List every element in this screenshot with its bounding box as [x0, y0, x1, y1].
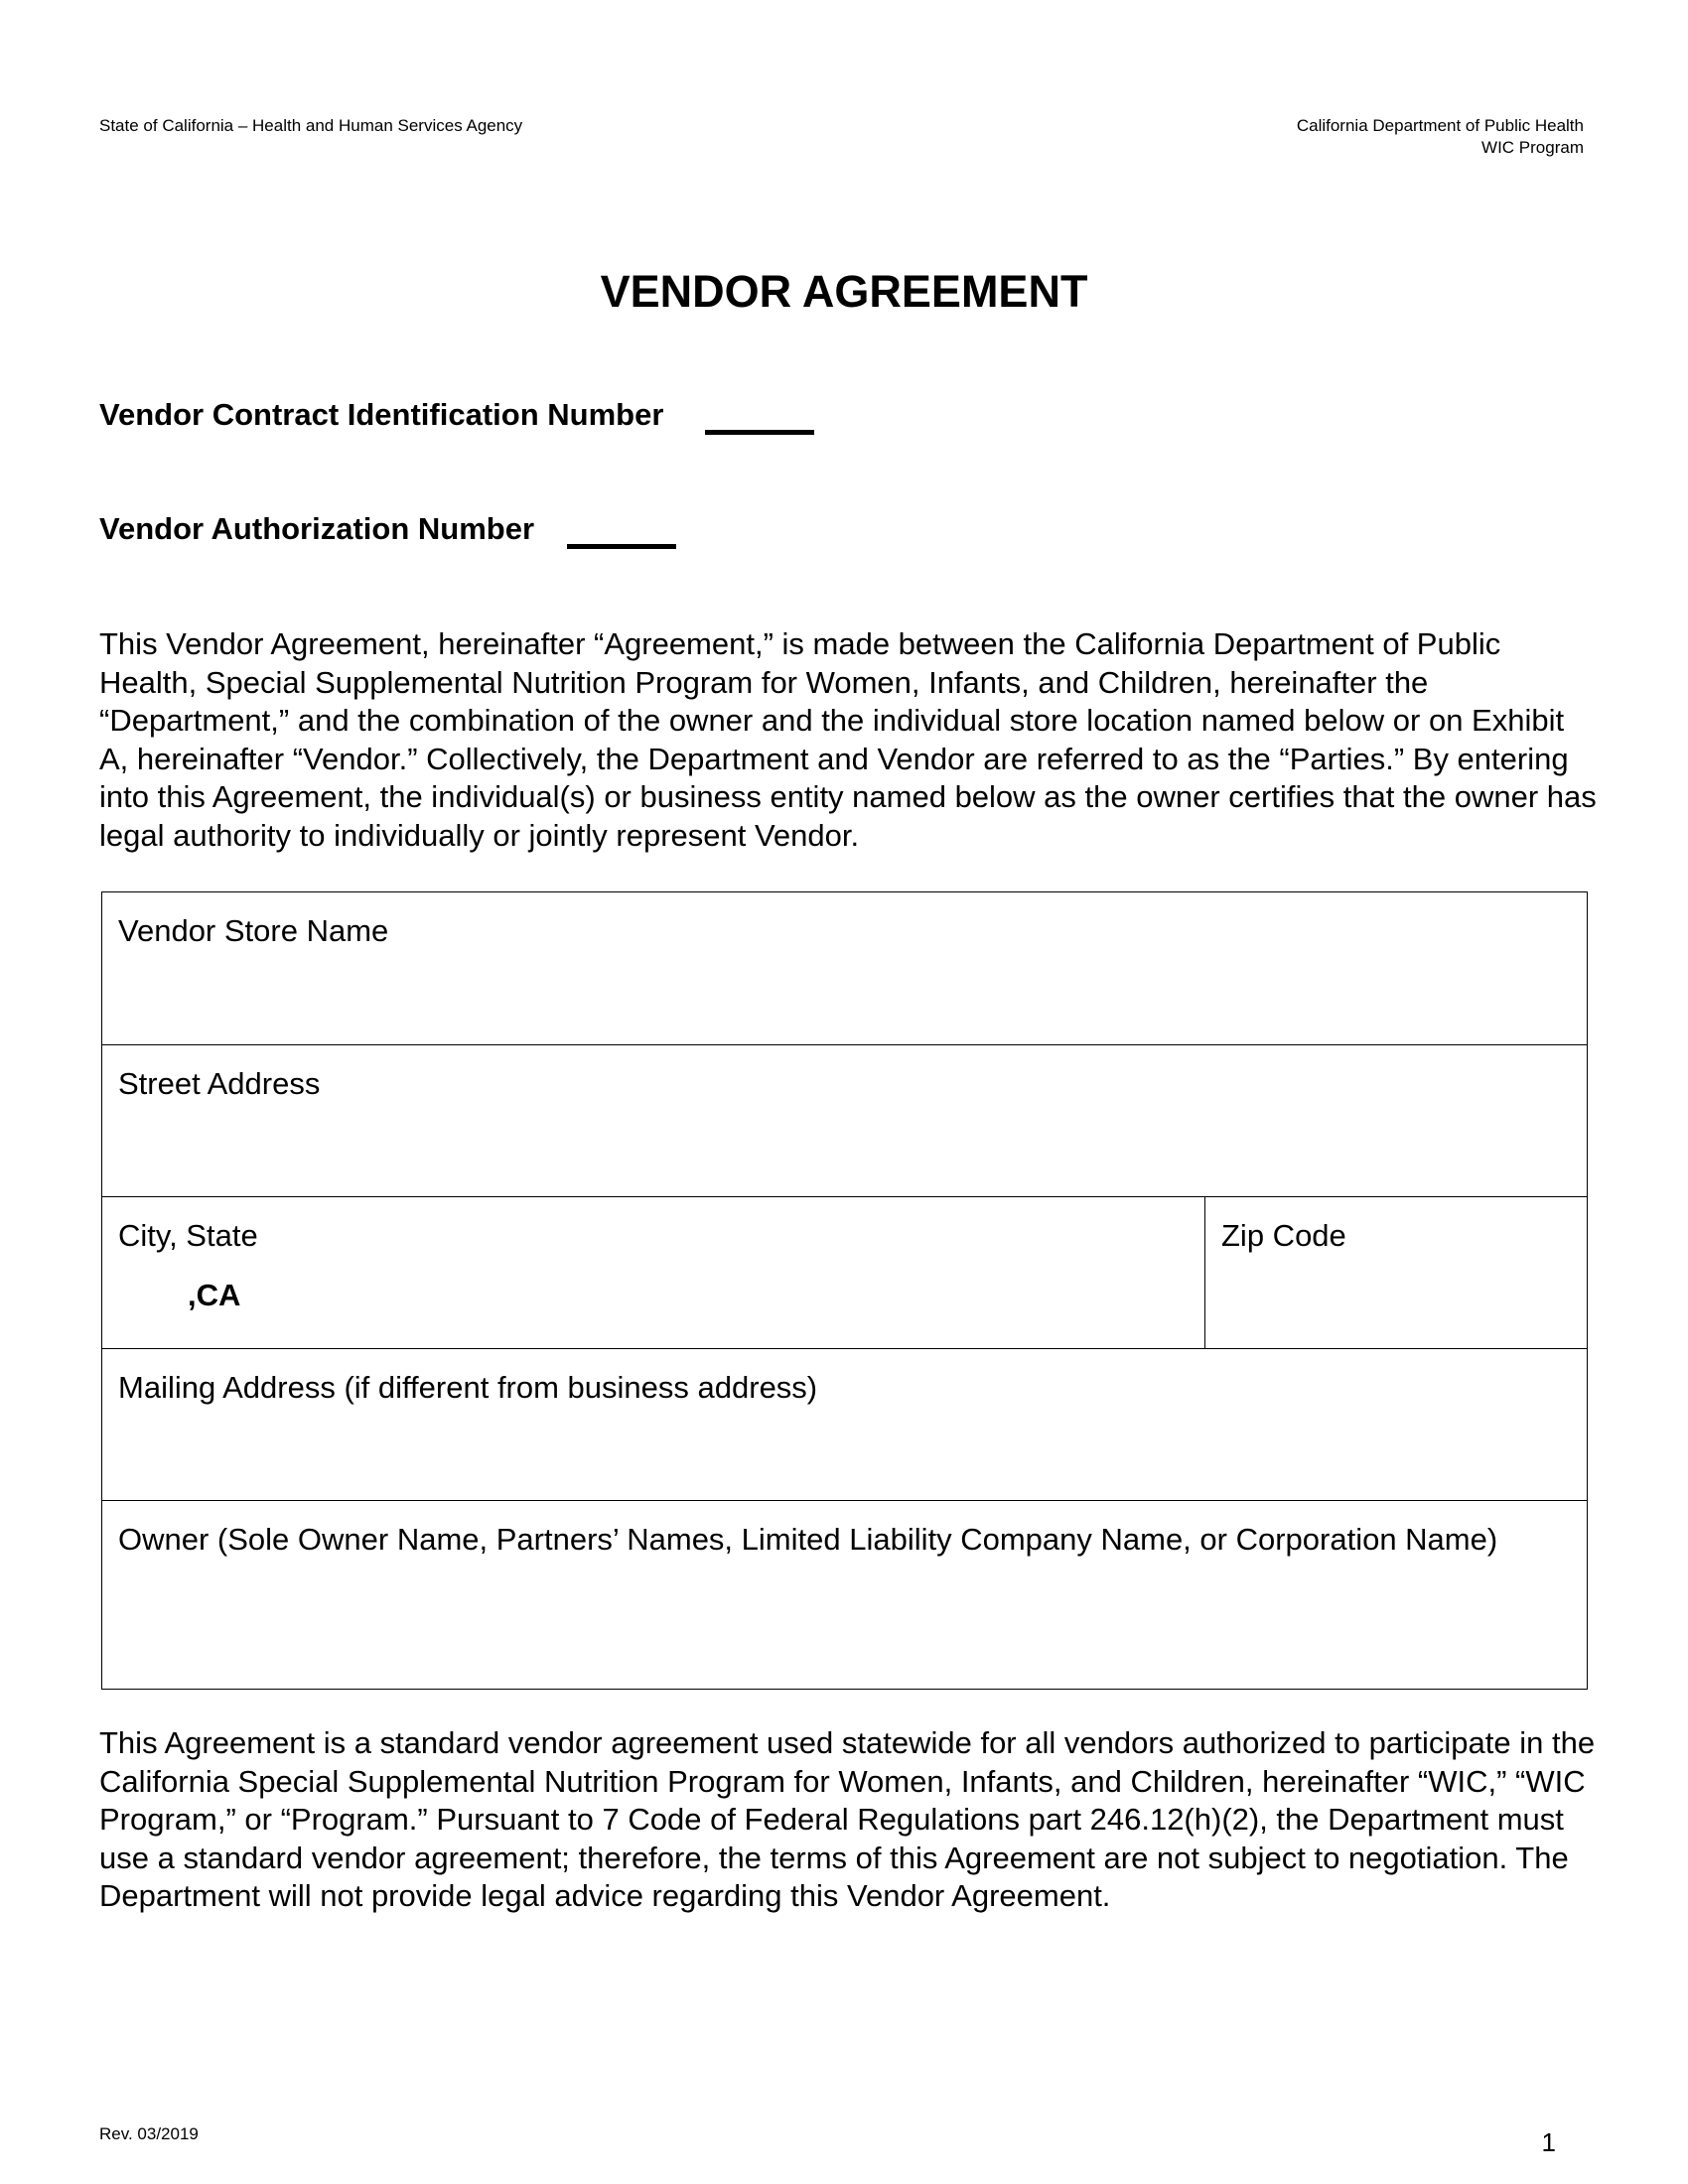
street-address-field[interactable]	[102, 1045, 1587, 1196]
mailing-address-row	[102, 1348, 1587, 1500]
contract-id-label: Vendor Contract Identification Number	[99, 397, 664, 432]
state-value: ,CA	[188, 1278, 241, 1312]
owner-row	[102, 1500, 1587, 1689]
store-name-label: Vendor Store Name	[118, 913, 389, 948]
owner-field[interactable]	[102, 1501, 1587, 1689]
agency-header: State of California – Health and Human Services Agency	[99, 116, 523, 135]
revision-date: Rev. 03/2019	[99, 2124, 199, 2143]
page-number: 1	[1541, 2127, 1556, 2157]
store-name-field[interactable]	[102, 892, 1587, 1044]
street-address-label: Street Address	[118, 1066, 321, 1101]
contract-id-line	[99, 395, 814, 435]
street-address-row	[102, 1044, 1587, 1196]
zip-code-field[interactable]	[1205, 1197, 1587, 1348]
document-title: VENDOR AGREEMENT	[600, 266, 1088, 317]
authorization-label: Vendor Authorization Number	[99, 511, 535, 546]
program-name: WIC Program	[1481, 138, 1584, 157]
authorization-blank[interactable]	[567, 544, 676, 549]
mailing-address-label: Mailing Address (if different from business address)	[118, 1370, 818, 1405]
city-zip-row	[102, 1196, 1587, 1348]
authorization-line	[99, 509, 676, 549]
zip-code-label: Zip Code	[1221, 1218, 1346, 1253]
store-name-row	[102, 892, 1587, 1044]
mailing-address-field[interactable]	[102, 1349, 1587, 1500]
vendor-info-table	[101, 891, 1588, 1690]
city-state-label: City, State	[118, 1218, 258, 1253]
contract-id-blank[interactable]	[705, 430, 814, 435]
department-name: California Department of Public Health	[1296, 116, 1584, 135]
department-header	[1297, 115, 1584, 159]
intro-paragraph: This Vendor Agreement, hereinafter “Agreement,” is made between the California Department of Public Health, Special Supplemental Nutrition Program for Women, Infants, and Children, hereinafter the “Department,” and the combination of the owner and the individual store location named below or on Exhibit A, hereinafter “Vendor.” Collectively, the Department and Vendor are referred to as the “Parties.” By entering into this Agreement, the individual(s) or business entity named below as the owner certifies that the owner has legal authority to individually or jointly represent Vendor.	[99, 626, 1597, 853]
city-state-field[interactable]	[102, 1197, 1205, 1348]
closing-paragraph: This Agreement is a standard vendor agreement used statewide for all vendors authorized to participate in the California Special Supplemental Nutrition Program for Women, Infants, and Children, hereinafter “WIC,” “WIC Program,” or “Program.” Pursuant to 7 Code of Federal Regulations part 246.12(h)(2), the Department must use a standard vendor agreement; therefore, the terms of this Agreement are not subject to negotiation. The Department will not provide legal advice regarding this Vendor Agreement.	[99, 1725, 1596, 1913]
owner-label: Owner (Sole Owner Name, Partners’ Names, Limited Liability Company Name, or Corporation Name)	[118, 1522, 1498, 1557]
